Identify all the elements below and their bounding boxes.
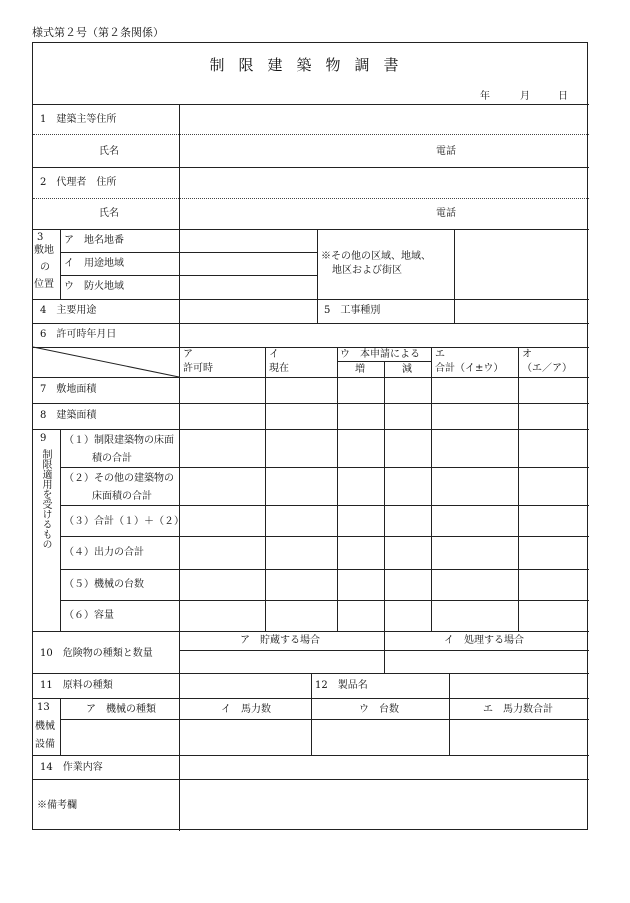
restricted-r1-line2: 積の合計 <box>92 453 132 464</box>
col-u-increase: 増 <box>355 364 365 375</box>
form-number: 様式第２号（第２条関係） <box>32 26 164 39</box>
col-u-decrease: 減 <box>402 364 412 375</box>
restricted-r5: （５）機械の台数 <box>64 579 144 590</box>
main-use-label: 4 主要用途 <box>40 305 97 316</box>
owner-address-label: 1 建築主等住所 <box>40 114 117 125</box>
site-note-line1: ※その他の区域、地域、 <box>321 251 431 262</box>
product-name-label: 12 製品名 <box>315 680 368 691</box>
restricted-r1-line1: （１）制限建築物の床面 <box>64 435 174 446</box>
restricted-r3: （３）合計（１）＋（２） <box>64 516 184 527</box>
col-o-mark: オ <box>522 349 532 360</box>
agent-name-label: 氏名 <box>99 208 119 219</box>
restricted-r4: （４）出力の合計 <box>64 547 144 558</box>
form-sheet <box>32 42 588 830</box>
work-content-label: 14 作業内容 <box>40 762 103 773</box>
machine-kind-label: ア 機械の種類 <box>86 704 156 715</box>
owner-name-label: 氏名 <box>99 146 119 157</box>
date-year: 年 <box>480 91 490 102</box>
col-a-label: 許可時 <box>183 363 213 374</box>
site-number: 3 <box>37 232 44 243</box>
agent-address-label: 2 代理者 住所 <box>40 177 117 188</box>
machine-label-2: 設備 <box>35 739 55 750</box>
machine-label-1: 機械 <box>35 721 55 732</box>
col-i-mark: イ <box>269 349 279 360</box>
machine-count-label: ウ 台数 <box>359 704 399 715</box>
owner-phone-label: 電話 <box>436 146 456 157</box>
site-note-line2: 地区および街区 <box>332 265 402 276</box>
date-day: 日 <box>558 91 568 102</box>
raw-material-label: 11 原料の種類 <box>40 680 113 691</box>
site-zoning-label: イ 用途地域 <box>64 258 124 269</box>
form-title: 制限建築物調書 <box>209 56 413 74</box>
hazard-label: 10 危険物の種類と数量 <box>40 648 153 659</box>
site-fire-zone-label: ウ 防火地域 <box>64 281 124 292</box>
site-label-1: 敷地 <box>34 245 54 256</box>
permit-date-label: 6 許可時年月日 <box>40 329 117 340</box>
hazard-store-label: ア 貯蔵する場合 <box>240 635 320 646</box>
site-lot-label: ア 地名地番 <box>64 235 124 246</box>
restricted-r2-line1: （２）その他の建築物の <box>64 473 174 484</box>
col-o-label: （エ／ア） <box>522 363 572 374</box>
site-label-2: の <box>40 262 50 273</box>
col-e-label: 合計（イ±ウ） <box>435 363 504 374</box>
restricted-r6: （６）容量 <box>64 610 114 621</box>
restricted-vertical-label: 制限適用を受けるもの <box>40 449 51 549</box>
hazard-process-label: イ 処理する場合 <box>444 635 524 646</box>
date-month: 月 <box>520 91 530 102</box>
restricted-number: 9 <box>40 433 47 444</box>
machine-number: 13 <box>37 702 50 713</box>
machine-hp-label: イ 馬力数 <box>221 704 271 715</box>
site-label-3: 位置 <box>34 279 54 290</box>
site-area-label: 7 敷地面積 <box>40 384 97 395</box>
agent-phone-label: 電話 <box>436 208 456 219</box>
col-u-label: ウ 本申請による <box>340 349 420 360</box>
work-type-label: 5 工事種別 <box>324 305 381 316</box>
col-e-mark: エ <box>435 349 445 360</box>
col-a-mark: ア <box>183 349 193 360</box>
building-area-label: 8 建築面積 <box>40 410 97 421</box>
col-i-label: 現在 <box>269 363 289 374</box>
machine-hp-total-label: エ 馬力数合計 <box>483 704 553 715</box>
restricted-r2-line2: 床面積の合計 <box>92 491 152 502</box>
remarks-label: ※備考欄 <box>37 800 77 811</box>
